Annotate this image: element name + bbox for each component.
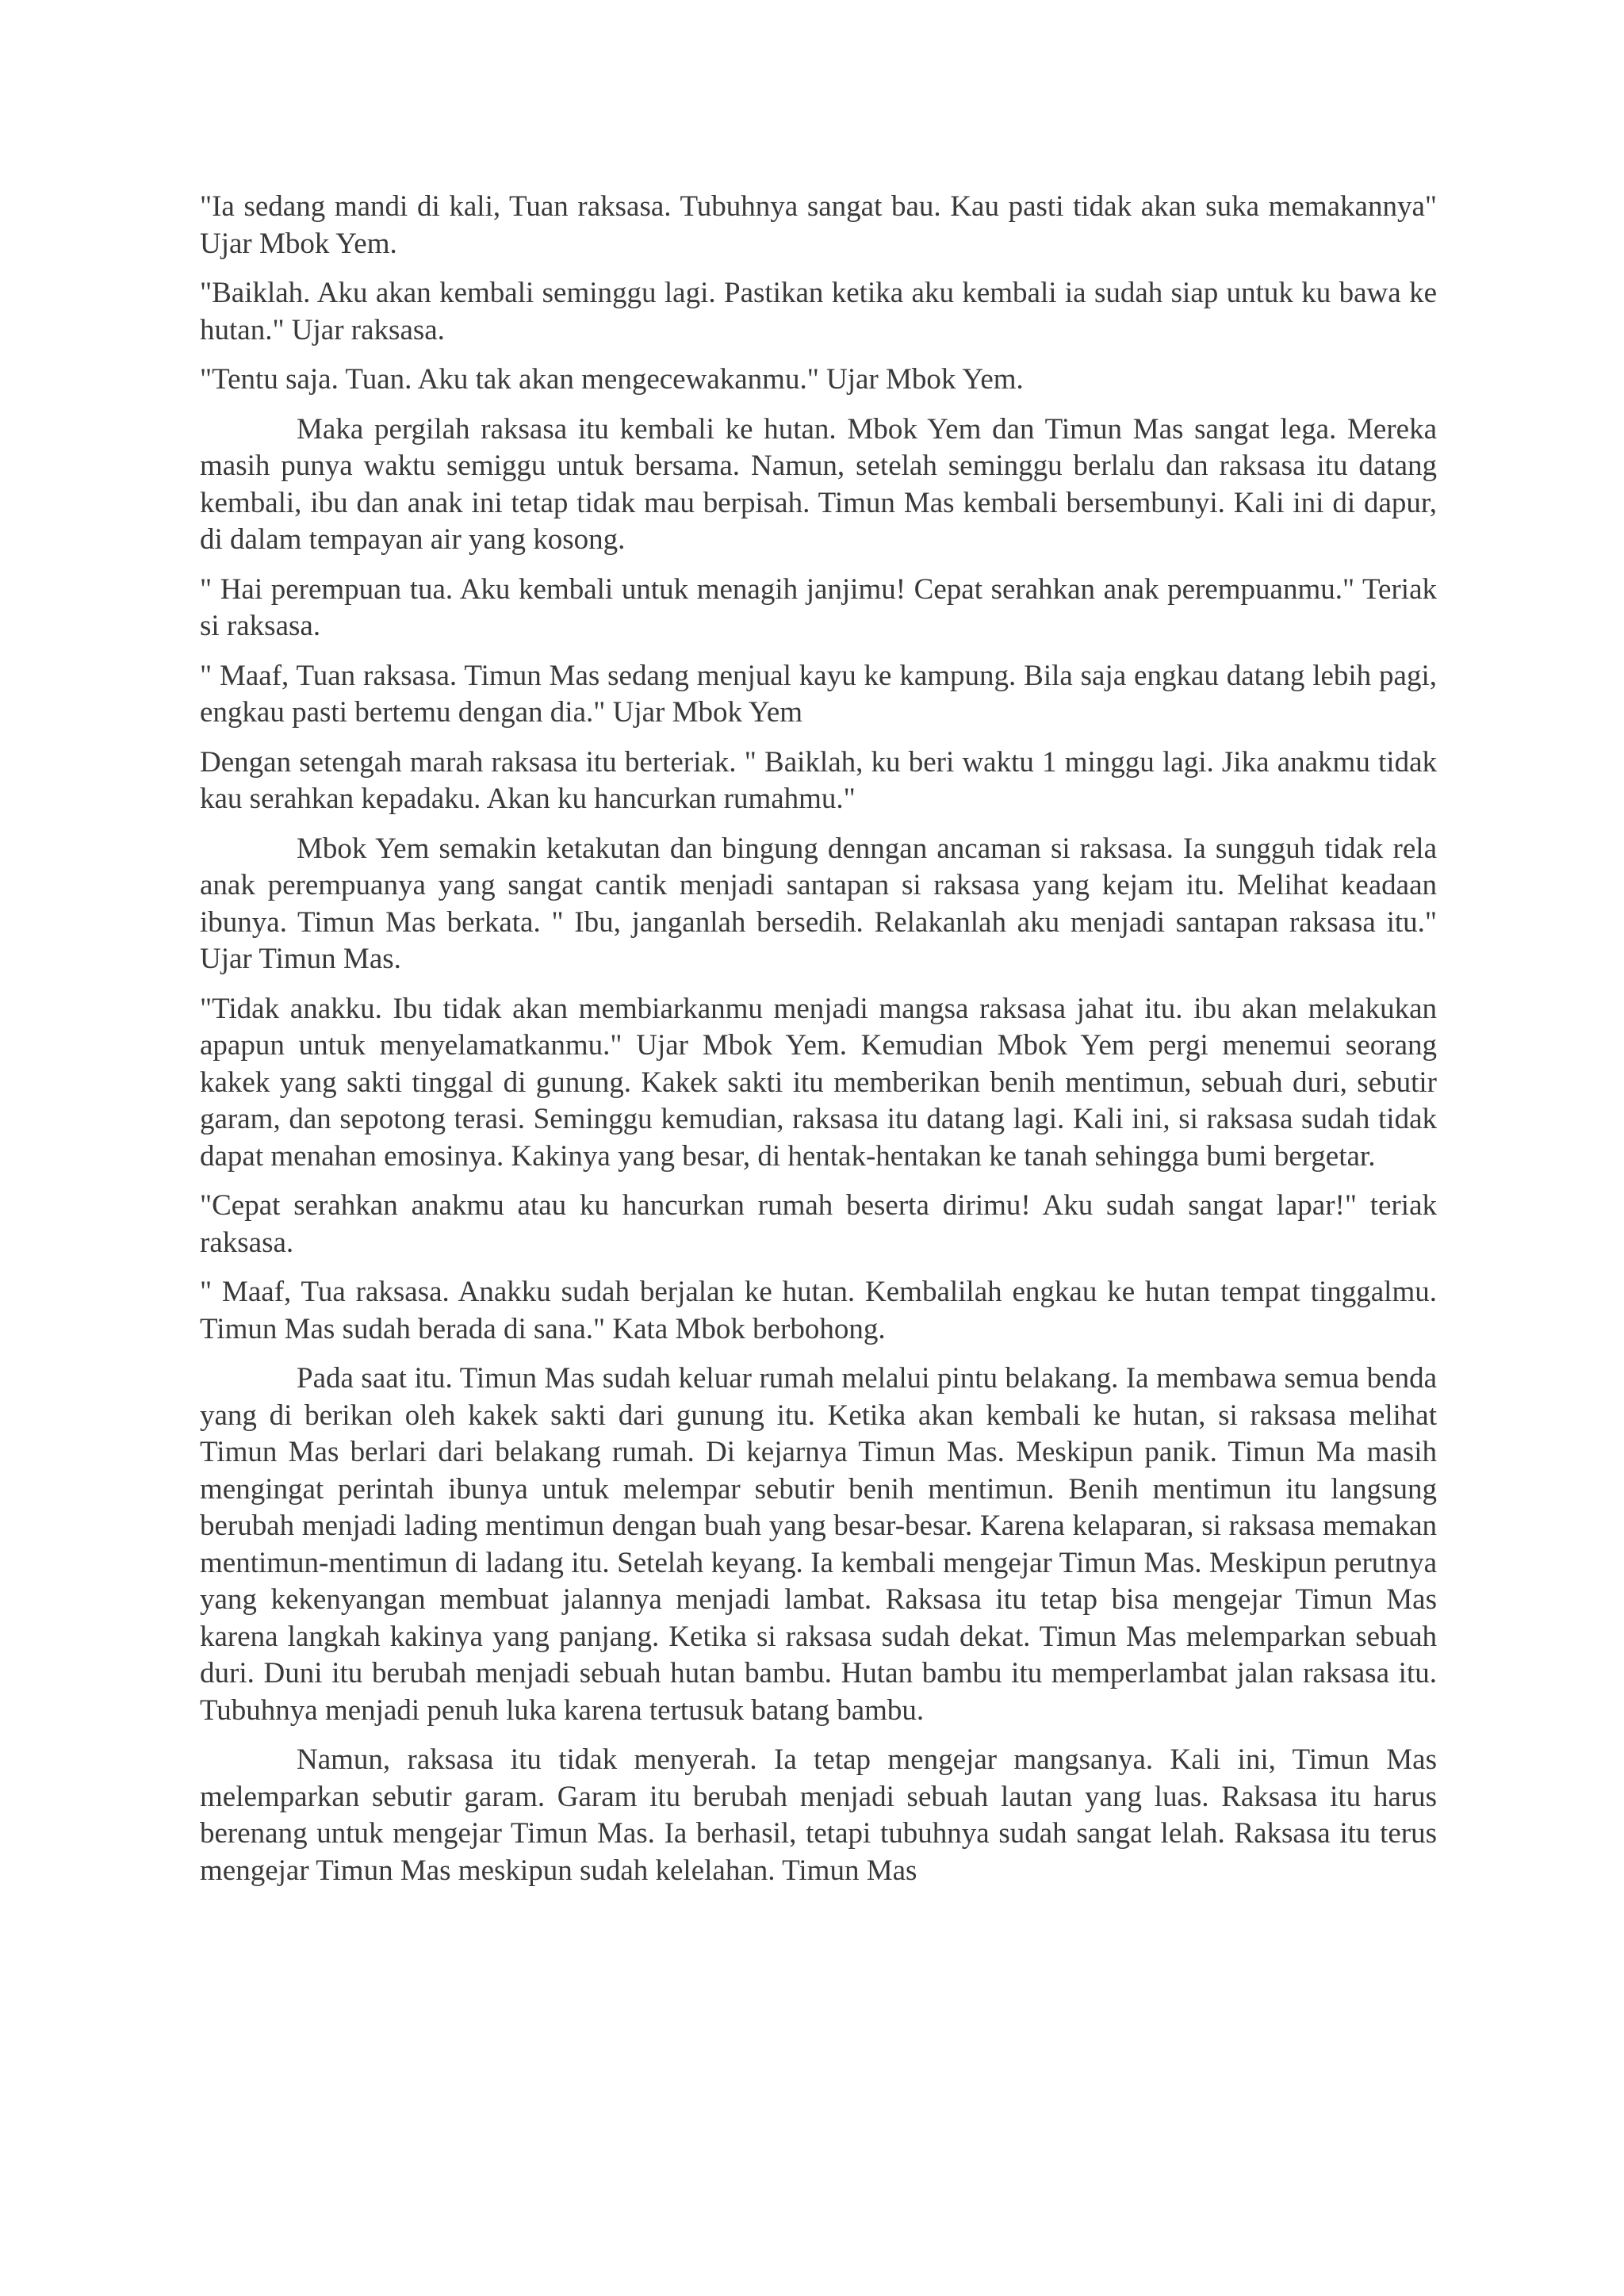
paragraph-12: Pada saat itu. Timun Mas sudah keluar rumah melalui pintu belakang. Ia membawa semua benda yang di berikan oleh kakek sakti dari gunung itu. Ketika akan kembali ke hutan, si raksasa melihat Timun Mas berlari dari belakang rumah. Di kejarnya Timun Mas. Meskipun panik. Timun Ma masih mengingat perintah ibunya untuk melempar sebutir benih mentimun. Benih mentimun itu langsung berubah menjadi lading mentimun dengan buah yang besar-besar. Karena kelaparan, si raksasa memakan mentimun-mentimun di ladang itu. Setelah keyang. Ia kembali mengejar Timun Mas. Meskipun perutnya yang kekenyangan membuat jalannya menjadi lambat. Raksasa itu tetap bisa mengejar Timun Mas karena langkah kakinya yang panjang. Ketika si raksasa sudah dekat. Timun Mas melemparkan sebuah duri. Duni itu berubah menjadi sebuah hutan bambu. Hutan bambu itu memperlambat jalan raksasa itu. Tubuhnya menjadi penuh luka karena tertusuk batang bambu. <box>200 1362 1437 1727</box>
paragraph-2: "Baiklah. Aku akan kembali seminggu lagi. Pastikan ketika aku kembali ia sudah siap untuk ku bawa ke hutan." Ujar raksasa. <box>200 277 1437 346</box>
paragraph-1: "Ia sedang mandi di kali, Tuan raksasa. Tubuhnya sangat bau. Kau pasti tidak akan suka memakannya" Ujar Mbok Yem. <box>200 190 1437 260</box>
paragraph-8: Mbok Yem semakin ketakutan dan bingung denngan ancaman si raksasa. Ia sungguh tidak rela anak perempuanya yang sangat cantik menjadi santapan si raksasa yang kejam itu. Melihat keadaan ibunya. Timun Mas berkata. " Ibu, janganlah bersedih. Relakanlah aku menjadi santapan raksasa itu." Ujar Timun Mas. <box>200 832 1437 975</box>
paragraph-3: "Tentu saja. Tuan. Aku tak akan mengecewakanmu." Ujar Mbok Yem. <box>200 363 1024 396</box>
paragraph-11: " Maaf, Tua raksasa. Anakku sudah berjalan ke hutan. Kembalilah engkau ke hutan tempat tinggalmu. Timun Mas sudah berada di sana." Kata Mbok berbohong. <box>200 1276 1437 1345</box>
paragraph-7: Dengan setengah marah raksasa itu berteriak. " Baiklah, ku beri waktu 1 minggu lagi. Jika anakmu tidak kau serahkan kepadaku. Akan ku hancurkan rumahmu." <box>200 745 1437 815</box>
story-text-column <box>200 189 1437 1902</box>
paragraph-10: "Cepat serahkan anakmu atau ku hancurkan rumah beserta dirimu! Aku sudah sangat lapar!" teriak raksasa. <box>200 1189 1437 1259</box>
paragraph-5: " Hai perempuan tua. Aku kembali untuk menagih janjimu! Cepat serahkan anak perempuanmu." Teriak si raksasa. <box>200 572 1437 642</box>
paragraph-6: " Maaf, Tuan raksasa. Timun Mas sedang menjual kayu ke kampung. Bila saja engkau datang lebih pagi, engkau pasti bertemu dengan dia." Ujar Mbok Yem <box>200 659 1437 729</box>
paragraph-13: Namun, raksasa itu tidak menyerah. Ia tetap mengejar mangsanya. Kali ini, Timun Mas melemparkan sebutir garam. Garam itu berubah menjadi sebuah lautan yang luas. Raksasa itu harus berenang untuk mengejar Timun Mas. Ia berhasil, tetapi tubuhnya sudah sangat lelah. Raksasa itu terus mengejar Timun Mas meskipun sudah kelelahan. Timun Mas <box>200 1743 1437 1887</box>
paragraph-4: Maka pergilah raksasa itu kembali ke hutan. Mbok Yem dan Timun Mas sangat lega. Mereka masih punya waktu semiggu untuk bersama. Namun, setelah seminggu berlalu dan raksasa itu datang kembali, ibu dan anak ini tetap tidak mau berpisah. Timun Mas kembali bersembunyi. Kali ini di dapur, di dalam tempayan air yang kosong. <box>200 412 1437 556</box>
paragraph-9: "Tidak anakku. Ibu tidak akan membiarkanmu menjadi mangsa raksasa jahat itu. ibu akan melakukan apapun untuk menyelamatkanmu." Ujar Mbok Yem. Kemudian Mbok Yem pergi menemui seorang kakek yang sakti tinggal di gunung. Kakek sakti itu memberikan benih mentimun, sebuah duri, sebutir garam, dan sepotong terasi. Seminggu kemudian, raksasa itu datang lagi. Kali ini, si raksasa sudah tidak dapat menahan emosinya. Kakinya yang besar, di hentak-hentakan ke tanah sehingga bumi bergetar. <box>200 992 1437 1173</box>
